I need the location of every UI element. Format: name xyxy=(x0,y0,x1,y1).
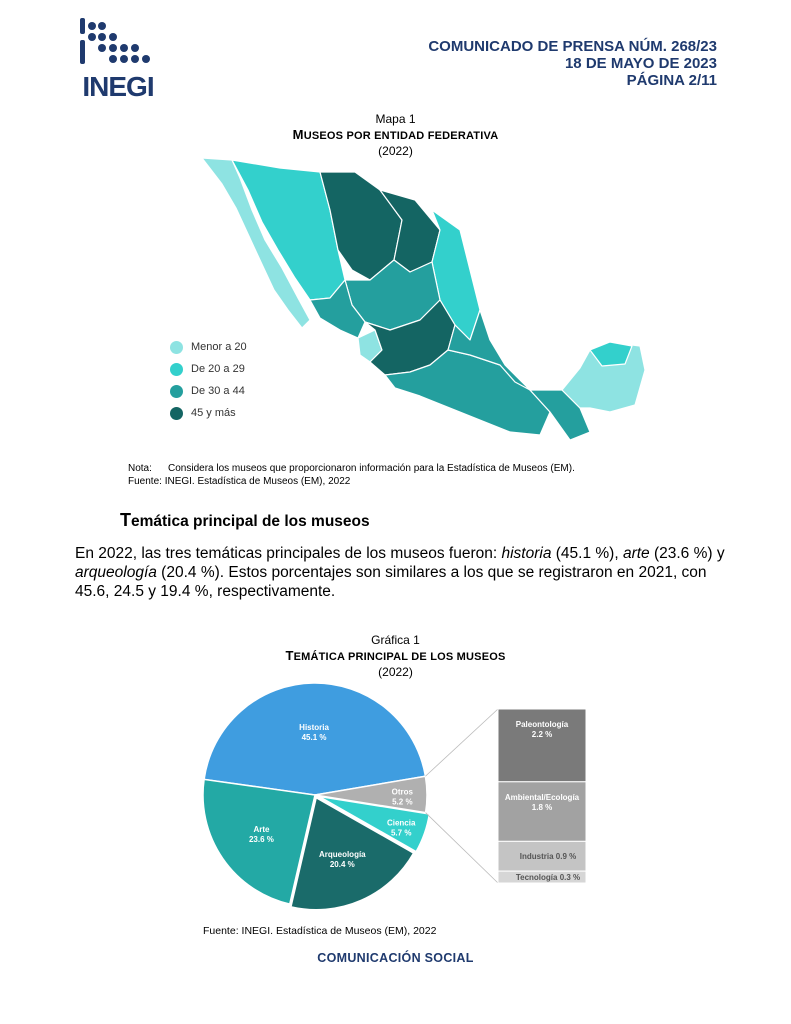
pie-chart xyxy=(195,675,605,915)
chart-year: (2022) xyxy=(378,665,413,679)
para-text: (45.1 %), xyxy=(551,545,623,562)
map-source: Fuente: INEGI. Estadística de Museos (EM), 2022 xyxy=(128,476,351,487)
legend-item-20-29 xyxy=(170,358,247,380)
page-number: PÁGINA 2/11 xyxy=(626,72,717,89)
section-paragraph xyxy=(75,544,725,601)
pie-label-value: 23.6 % xyxy=(248,834,274,844)
para-text: (20.4 %). Estos porcentajes son similares a los que se registraron en 2021, con 45.6, 24.5 y 19.4 %, respectivamente. xyxy=(75,564,707,600)
chart-title: EMÁTICA PRINCIPAL DE LOS MUSEOS xyxy=(293,651,506,663)
otros-bar-label: Ambiental/Ecología xyxy=(504,792,580,802)
legend-swatch xyxy=(170,385,183,398)
para-text: (23.6 %) y xyxy=(649,545,725,562)
para-arqueologia: arqueología xyxy=(75,564,157,581)
note-text: Considera los museos que proporcionaron información para la Estadística de Museos (EM). xyxy=(168,463,575,474)
legend-item-45-mas xyxy=(170,402,247,424)
press-release-date: 18 DE MAYO DE 2023 xyxy=(564,55,717,72)
footer: COMUNICACIÓN SOCIAL xyxy=(317,951,474,965)
legend-swatch xyxy=(170,341,183,354)
otros-bar-value: 2.2 % xyxy=(531,730,553,739)
para-text: En 2022, las tres temáticas principales de los museos fueron: xyxy=(75,545,502,562)
pie-label-name: Ciencia xyxy=(386,818,416,828)
para-arte: arte xyxy=(622,545,650,562)
map-year: (2022) xyxy=(378,144,413,158)
section-title-text: emática principal de los museos xyxy=(131,513,370,530)
map-title: USEOS POR ENTIDAD FEDERATIVA xyxy=(303,130,499,142)
otros-bar-label: Paleontología xyxy=(515,720,569,729)
legend-label: Menor a 20 xyxy=(191,341,247,353)
legend-item-30-44 xyxy=(170,380,247,402)
para-historia: historia xyxy=(501,545,552,562)
legend-label: De 20 a 29 xyxy=(191,363,245,375)
connector-line xyxy=(425,709,498,776)
press-release-header xyxy=(428,38,717,89)
pie-label-value: 20.4 % xyxy=(329,860,355,870)
chart-title-initial: T xyxy=(285,648,294,663)
pie-label-name: Arte xyxy=(253,824,270,834)
note-label: Nota: xyxy=(128,463,152,474)
legend-swatch xyxy=(170,407,183,420)
section-title-initial: T xyxy=(120,510,131,530)
map-label: Mapa 1 xyxy=(375,112,416,126)
legend-swatch xyxy=(170,363,183,376)
pie-label-name: Otros xyxy=(391,787,414,797)
map-legend xyxy=(170,336,247,424)
pie-label-value: 45.1 % xyxy=(301,733,327,743)
inegi-logo xyxy=(78,18,158,100)
section-title xyxy=(120,510,370,531)
pie-label-name: Arqueología xyxy=(318,850,366,860)
otros-bar-label: Industria 0.9 % xyxy=(519,852,577,862)
connector-line xyxy=(426,813,498,883)
map-title-initial: M xyxy=(292,127,304,142)
pie-label-name: Historia xyxy=(299,723,329,733)
chart-source: Fuente: INEGI. Estadística de Museos (EM), 2022 xyxy=(203,925,437,937)
otros-bar-label: Tecnología 0.3 % xyxy=(515,873,581,883)
map-note xyxy=(128,462,575,488)
chart-label: Gráfica 1 xyxy=(371,633,420,647)
pie-label-value: 5.7 % xyxy=(390,828,412,838)
press-release-number: COMUNICADO DE PRENSA NÚM. 268/23 xyxy=(428,38,717,55)
legend-label: De 30 a 44 xyxy=(191,385,245,397)
pie-label-value: 5.2 % xyxy=(392,797,413,807)
legend-label: 45 y más xyxy=(191,407,236,419)
otros-bar-value: 1.8 % xyxy=(531,802,553,812)
chart-caption xyxy=(0,633,791,680)
logo-text: INEGI xyxy=(82,71,154,100)
legend-item-menor-20 xyxy=(170,336,247,358)
